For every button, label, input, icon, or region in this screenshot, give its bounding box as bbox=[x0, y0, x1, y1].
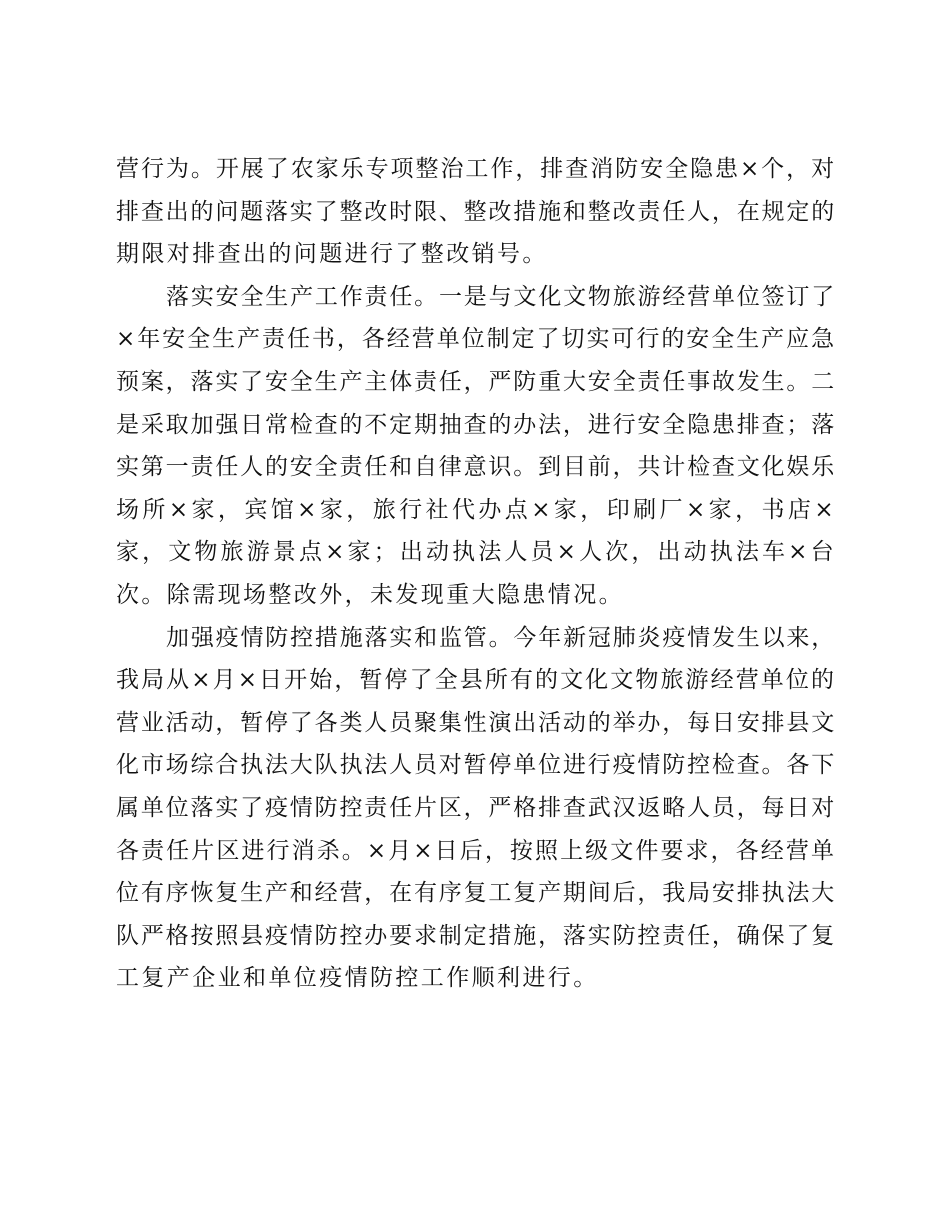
paragraph-1 bbox=[116, 148, 836, 276]
text-line: 我局从×月×日开始，暂停了全县所有的文化文物旅游经营单位的 bbox=[116, 667, 836, 694]
text-line: 排查出的问题落实了整改时限、整改措施和整改责任人，在规定的 bbox=[116, 198, 836, 225]
text-line: 队严格按照县疫情防控办要求制定措施，落实防控责任，确保了复 bbox=[116, 922, 836, 949]
text-line: 落实安全生产工作责任。一是与文化文物旅游经营单位签订了 bbox=[166, 283, 836, 310]
text-line: 是采取加强日常检查的不定期抽查的办法，进行安全隐患排查；落 bbox=[116, 411, 836, 438]
text-line: 位有序恢复生产和经营，在有序复工复产期间后，我局安排执法大 bbox=[116, 880, 836, 907]
document-body bbox=[116, 148, 836, 1000]
text-line: 属单位落实了疫情防控责任片区，严格排查武汉返略人员，每日对 bbox=[116, 794, 836, 821]
paragraph-2 bbox=[116, 276, 836, 617]
paragraph-3 bbox=[116, 617, 836, 1000]
text-line: 加强疫情防控措施落实和监管。今年新冠肺炎疫情发生以来， bbox=[166, 624, 836, 651]
text-line: 各责任片区进行消杀。×月×日后，按照上级文件要求，各经营单 bbox=[116, 837, 836, 864]
text-line: 预案，落实了安全生产主体责任，严防重大安全责任事故发生。二 bbox=[116, 368, 836, 395]
text-line: 场所×家，宾馆×家，旅行社代办点×家，印刷厂×家，书店× bbox=[116, 496, 836, 523]
text-line: 家，文物旅游景点×家；出动执法人员×人次，出动执法车×台 bbox=[116, 539, 836, 566]
text-line: 营业活动，暂停了各类人员聚集性演出活动的举办，每日安排县文 bbox=[116, 709, 836, 736]
text-line: 工复产企业和单位疫情防控工作顺利进行。 bbox=[116, 965, 599, 992]
text-line: 次。除需现场整改外，未发现重大隐患情况。 bbox=[116, 581, 624, 608]
text-line: 营行为。开展了农家乐专项整治工作，排查消防安全隐患×个，对 bbox=[116, 156, 836, 182]
text-line: ×年安全生产责任书，各经营单位制定了切实可行的安全生产应急 bbox=[116, 326, 836, 353]
text-line: 期限对排查出的问题进行了整改销号。 bbox=[116, 241, 548, 268]
text-line: 实第一责任人的安全责任和自律意识。到目前，共计检查文化娱乐 bbox=[116, 454, 836, 481]
text-line: 化市场综合执法大队执法人员对暂停单位进行疫情防控检查。各下 bbox=[116, 752, 836, 779]
